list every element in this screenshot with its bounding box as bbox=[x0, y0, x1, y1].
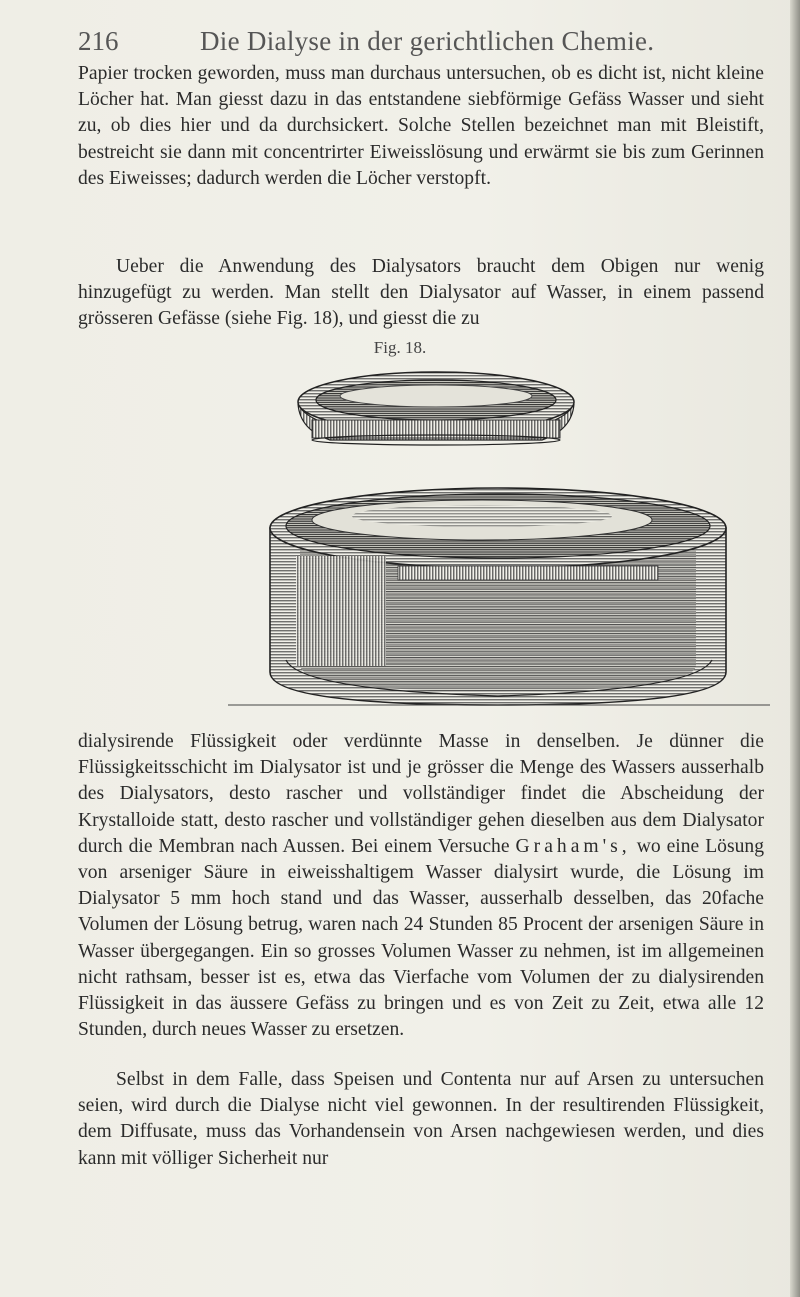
page-number: 216 bbox=[78, 26, 119, 56]
paragraph-1 bbox=[78, 61, 764, 192]
paragraph-4 bbox=[78, 1067, 764, 1172]
paragraph-3 bbox=[78, 729, 764, 1043]
running-title: Die Dialyse in der gerichtlichen Chemie. bbox=[200, 26, 655, 56]
dialysator-engraving bbox=[0, 360, 800, 710]
paragraph-3-text: dialysirende Flüssigkeit oder verdünnte Masse in denselben. Je dünner die Flüssigkeitsschicht im Dialysator ist und je grösser die Menge des Wassers ausserhalb des Dialysators, desto rascher und vollständiger findet die Abscheidung der Krystalloide statt, desto rascher und vollständiger gehen dieselben aus dem Dialysator durch die Membran nach Aussen. Bei einem Versuche bbox=[78, 731, 764, 857]
outer-vessel bbox=[228, 488, 770, 705]
paragraph-2-text: Ueber die Anwendung des Dialysators braucht dem Obigen nur wenig hinzugefügt zu werden. Man stellt den Dialysator auf Wasser, in einem passend grösseren Gefässe (siehe Fig. 18), und giesst die zu bbox=[78, 256, 764, 330]
paragraph-4-text: Selbst in dem Falle, dass Speisen und Contenta nur auf Arsen zu untersuchen seien, wird durch die Dialyse nicht viel gewonnen. In der resultirenden Flüssigkeit, dem Diffusate, muss das Vorhandensein von Arsen nachgewiesen werden, und dies kann mit völliger Sicherheit nur bbox=[78, 1069, 764, 1169]
dialysator-ring bbox=[298, 372, 574, 445]
author-name-graham: Graham's, bbox=[515, 835, 631, 857]
paragraph-3-text-continued: wo eine Lösung von arseniger Säure in eiweisshaltigem Wasser dialysirt wurde, die Lösung im Dialysator 5 mm hoch stand und das Wasser, ausserhalb desselben, das 20fache Volumen der Lösung betrug, waren nach 24 Stunden 85 Procent der arsenigen Säure in Wasser übergegangen. Ein so grosses Volumen Wasser zu nehmen, ist im allgemeinen nicht rathsam, besser ist es, etwa das Vierfache vom Volumen der zu dialysirenden Flüssigkeit in das äussere Gefäss zu bringen und es von Zeit zu Zeit, etwa alle 12 Stunden, durch neues Wasser zu ersetzen. bbox=[78, 835, 764, 1041]
page-header bbox=[78, 26, 768, 60]
figure-dialysator bbox=[0, 360, 800, 710]
figure-label: Fig. 18. bbox=[373, 338, 427, 357]
paragraph-2 bbox=[78, 254, 764, 333]
paragraph-1-text: Papier trocken geworden, muss man durchaus untersuchen, ob es dicht ist, nicht kleine Löcher hat. Man giesst dazu in das entstandene siebförmige Gefäss Wasser und sieht zu, ob dies hier und da durchsickert. Solche Stellen bezeichnet man mit Bleistift, bestreicht sie dann mit concentrirter Eiweisslösung und erwärmt sie bis zum Gerinnen des Eiweisses; dadurch werden die Löcher verstopft. bbox=[78, 63, 764, 189]
